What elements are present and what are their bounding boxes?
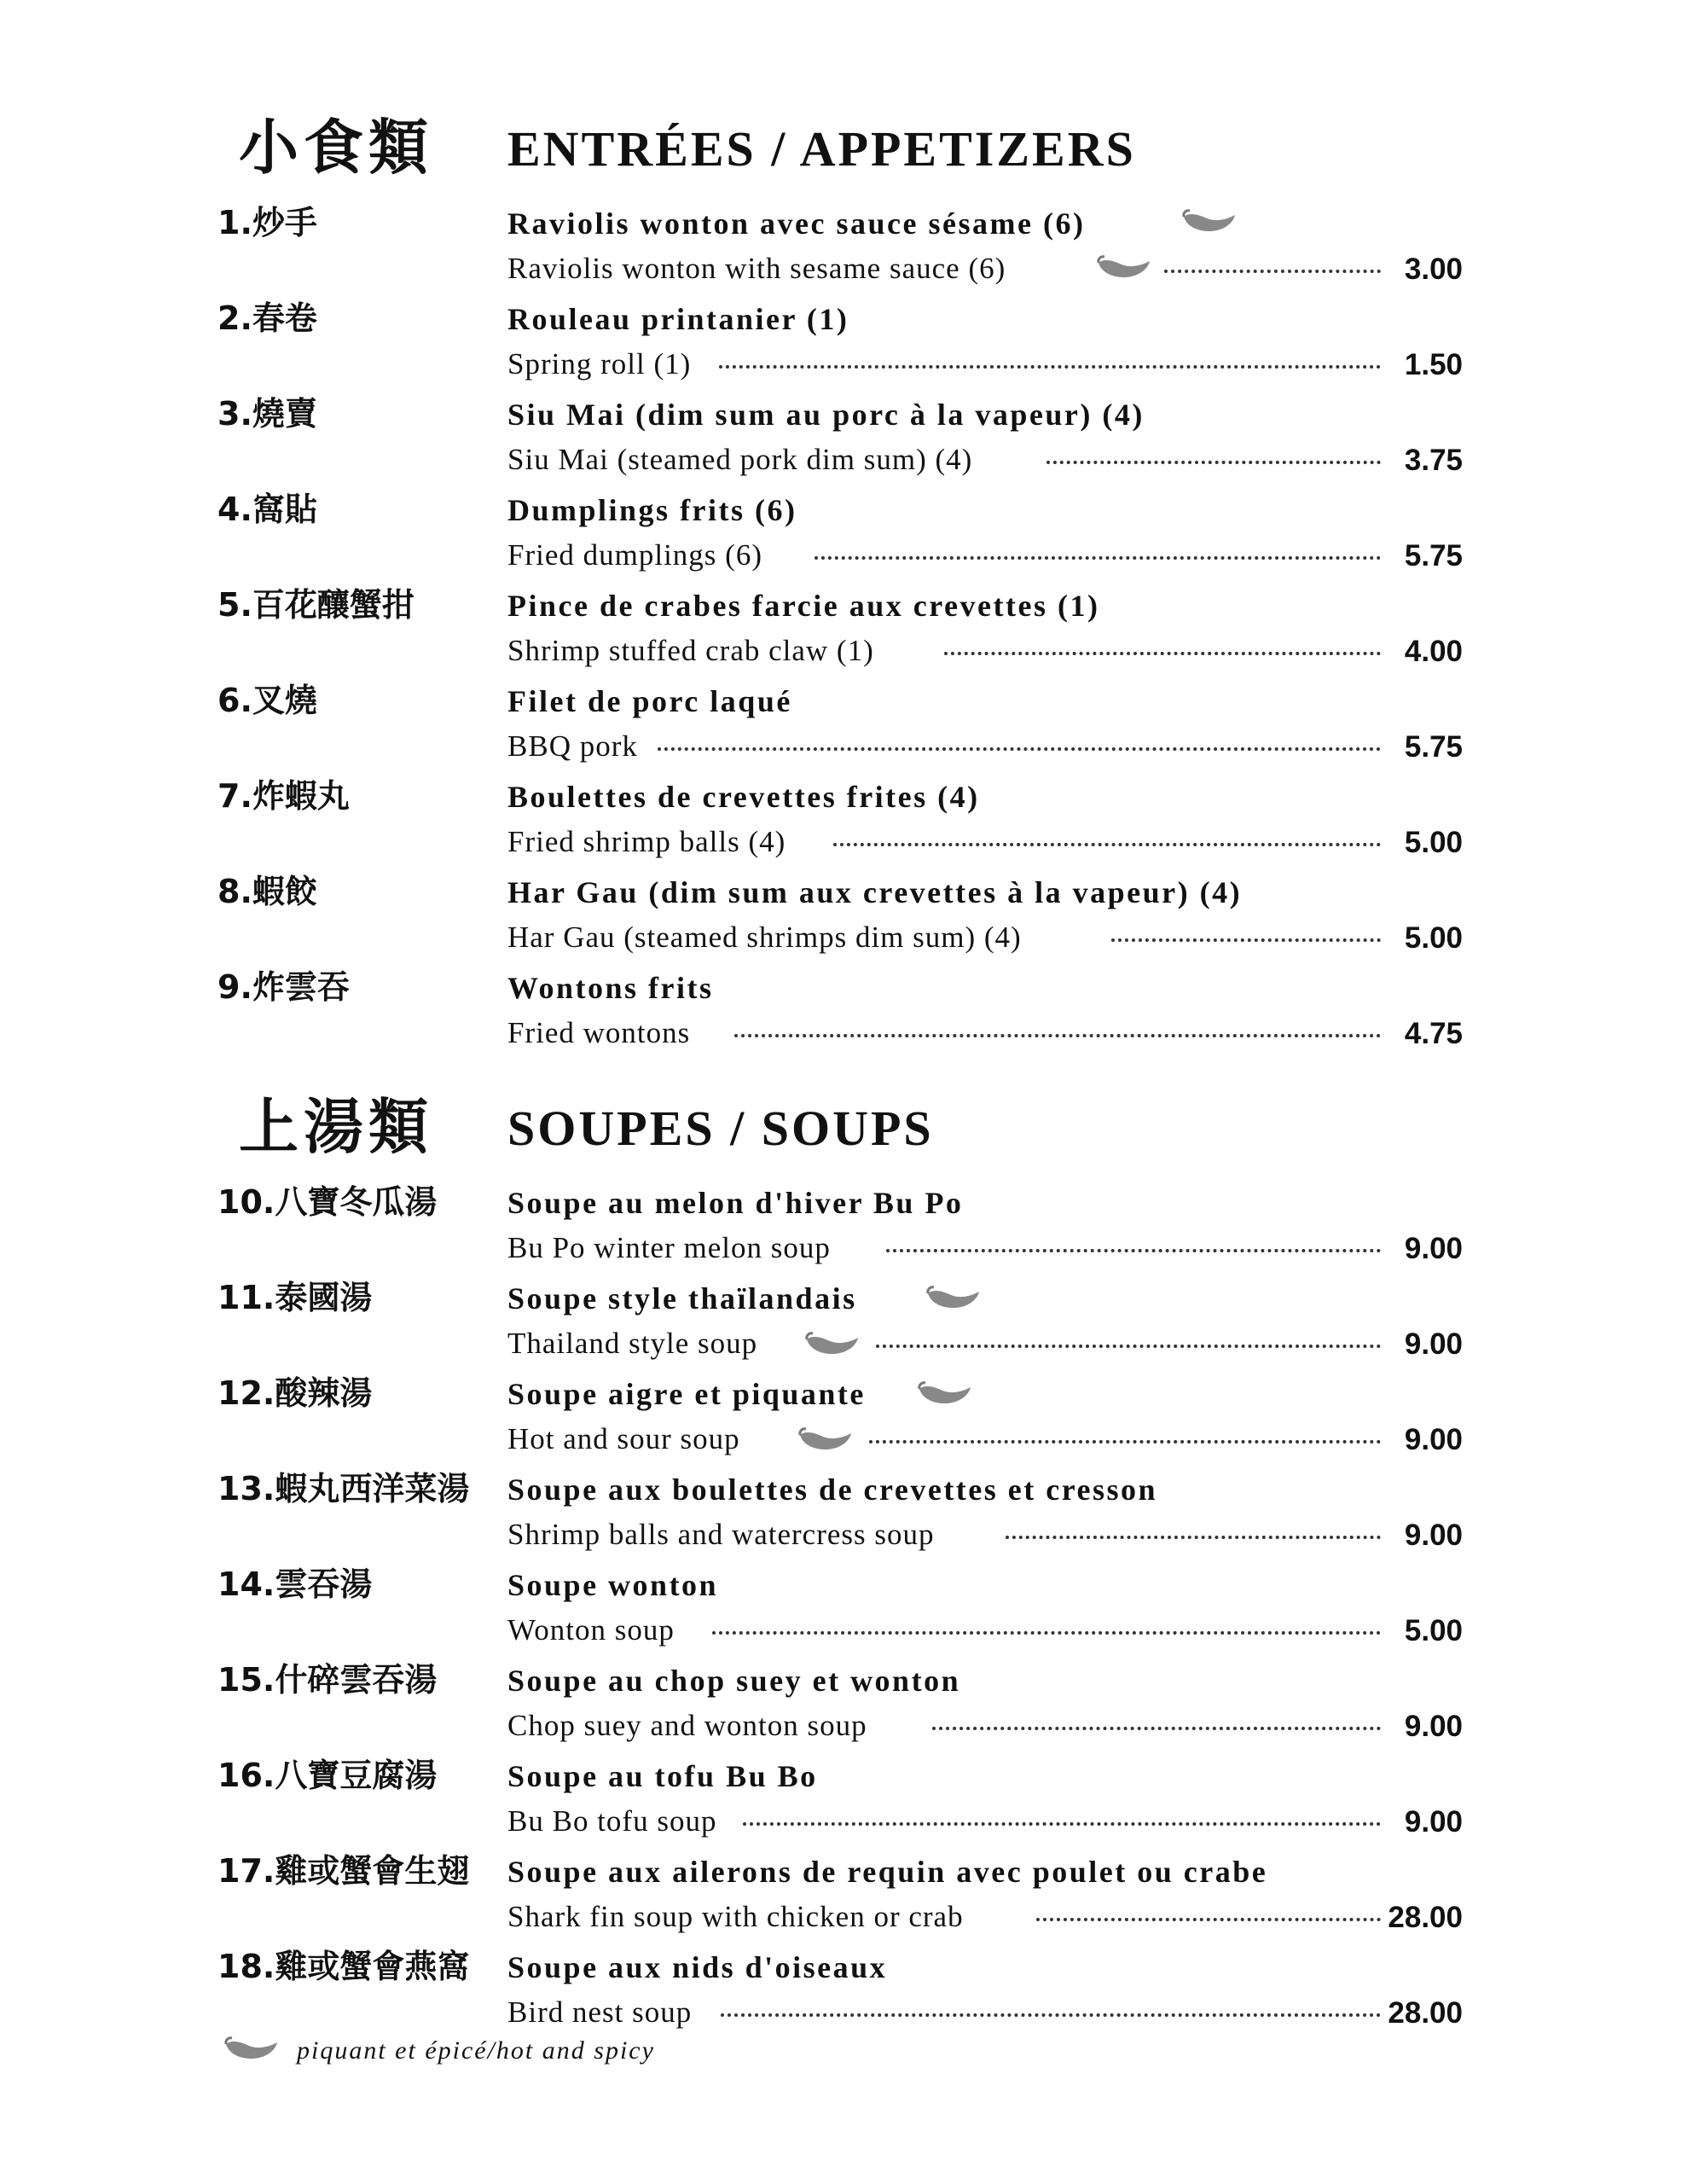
item-chinese-name: 1.炒手 <box>217 204 317 241</box>
item-english-line <box>507 1611 1463 1652</box>
item-english-name: Shrimp balls and watercress soup <box>507 1518 935 1551</box>
menu-item <box>217 1181 1463 1276</box>
dot-leader <box>1111 938 1381 942</box>
menu-item <box>217 201 1463 297</box>
item-french-name: Pince de crabes farcie aux crevettes (1) <box>507 589 1100 623</box>
item-english-name: Chop suey and wonton soup <box>507 1709 867 1742</box>
item-french-name: Soupe style thaïlandais <box>507 1281 857 1316</box>
dot-leader <box>815 556 1381 560</box>
chili-pepper-icon <box>1096 254 1152 280</box>
item-english-name: Spring roll (1) <box>507 347 692 380</box>
item-chinese-name: 14.雲吞湯 <box>217 1565 373 1603</box>
item-price: 9.00 <box>1404 1423 1463 1456</box>
item-english-line <box>507 1706 1463 1747</box>
dot-leader <box>1036 1918 1381 1921</box>
chili-pepper-icon <box>223 2036 280 2061</box>
item-french-name: Soupe au tofu Bu Bo <box>507 1759 818 1793</box>
item-chinese-name: 10.八寶冬瓜湯 <box>217 1183 438 1221</box>
item-english-line <box>507 249 1463 290</box>
item-price: 9.00 <box>1404 1327 1463 1361</box>
item-english-line <box>507 1420 1463 1461</box>
item-english-name: Raviolis wonton with sesame sauce (6) <box>507 252 1006 285</box>
item-english-line <box>507 1324 1463 1365</box>
item-english-name: Shark fin soup with chicken or crab <box>507 1900 964 1933</box>
item-chinese-name: 17.雞或蟹會生翅 <box>217 1852 470 1890</box>
item-chinese-name: 5.百花釀蟹拑 <box>217 586 415 624</box>
item-price: 3.00 <box>1404 253 1463 286</box>
chili-pepper-icon <box>925 1285 982 1310</box>
item-price: 9.00 <box>1404 1232 1463 1265</box>
item-english-line <box>507 345 1463 386</box>
item-english-line <box>507 1993 1463 2034</box>
item-french-name: Soupe au chop suey et wonton <box>507 1664 961 1698</box>
section-title: ENTRÉES / APPETIZERS <box>507 121 1136 177</box>
dot-leader <box>932 1727 1381 1730</box>
dot-leader <box>734 1034 1381 1037</box>
item-english-name: Fried wontons <box>507 1016 691 1049</box>
section-title-chinese: 小食類 <box>239 112 433 183</box>
menu-item <box>217 1467 1463 1563</box>
item-english-name: Bu Po winter melon soup <box>507 1231 831 1264</box>
item-english-name: Bird nest soup <box>507 1995 693 2029</box>
item-chinese-name: 13.蝦丸西洋菜湯 <box>217 1470 470 1507</box>
item-english-name: Fried dumplings (6) <box>507 538 762 572</box>
item-english-line <box>507 822 1463 863</box>
item-english-line <box>507 918 1463 959</box>
item-price: 28.00 <box>1388 1996 1463 2030</box>
item-price: 28.00 <box>1388 1901 1463 1934</box>
item-english-name: Shrimp stuffed crab claw (1) <box>507 634 874 667</box>
item-english-name: Fried shrimp balls (4) <box>507 825 786 858</box>
spicy-legend <box>223 2032 906 2075</box>
item-chinese-name: 11.泰國湯 <box>217 1279 373 1316</box>
dot-leader <box>719 365 1381 369</box>
item-english-name: BBQ pork <box>507 729 638 763</box>
item-english-line <box>507 536 1463 577</box>
dot-leader <box>869 1440 1381 1443</box>
item-english-line <box>507 1228 1463 1269</box>
item-english-line <box>507 440 1463 481</box>
item-english-name: Har Gau (steamed shrimps dim sum) (4) <box>507 921 1022 954</box>
item-chinese-name: 2.春卷 <box>217 299 317 337</box>
menu-item <box>217 966 1463 1061</box>
item-french-name: Rouleau printanier (1) <box>507 302 849 336</box>
menu-item <box>217 1658 1463 1754</box>
menu-item <box>217 488 1463 584</box>
item-price: 5.00 <box>1404 826 1463 859</box>
menu-item <box>217 1276 1463 1372</box>
item-english-name: Hot and sour soup <box>507 1422 740 1455</box>
item-french-name: Soupe aigre et piquante <box>507 1377 866 1411</box>
section-header-appetizers <box>239 109 1518 212</box>
item-price: 5.75 <box>1404 730 1463 764</box>
dot-leader <box>658 747 1381 751</box>
dot-leader <box>1164 270 1381 273</box>
item-french-name: Wontons frits <box>507 971 714 1005</box>
menu-item <box>217 1945 1463 2041</box>
item-french-name: Soupe au melon d'hiver Bu Po <box>507 1186 964 1220</box>
dot-leader <box>886 1249 1381 1252</box>
item-french-name: Soupe aux nids d'oiseaux <box>507 1950 888 1984</box>
item-chinese-name: 8.蝦餃 <box>217 873 317 910</box>
dot-leader <box>1006 1536 1381 1539</box>
item-price: 9.00 <box>1404 1519 1463 1552</box>
item-chinese-name: 16.八寶豆腐湯 <box>217 1757 438 1794</box>
item-french-name: Soupe aux boulettes de crevettes et cresson <box>507 1472 1158 1507</box>
menu-item <box>217 1563 1463 1658</box>
item-price: 4.75 <box>1404 1017 1463 1050</box>
item-english-line <box>507 1802 1463 1843</box>
dot-leader <box>876 1345 1381 1348</box>
item-chinese-name: 4.窩貼 <box>217 491 317 528</box>
chili-pepper-icon <box>917 1380 973 1406</box>
dot-leader <box>944 652 1381 655</box>
item-price: 5.00 <box>1404 1614 1463 1647</box>
chili-pepper-icon <box>804 1331 861 1356</box>
item-price: 4.00 <box>1404 635 1463 668</box>
item-chinese-name: 3.燒賣 <box>217 395 317 433</box>
menu-item <box>217 1754 1463 1850</box>
item-price: 9.00 <box>1404 1710 1463 1743</box>
menu-item <box>217 870 1463 966</box>
chili-pepper-icon <box>1181 208 1238 234</box>
item-english-name: Bu Bo tofu soup <box>507 1804 717 1838</box>
item-english-line <box>507 631 1463 672</box>
item-french-name: Siu Mai (dim sum au porc à la vapeur) (4) <box>507 398 1145 432</box>
item-english-line <box>507 1014 1463 1054</box>
item-french-name: Filet de porc laqué <box>507 684 792 718</box>
item-french-name: Boulettes de crevettes frites (4) <box>507 780 980 814</box>
item-english-name: Wonton soup <box>507 1613 675 1647</box>
item-french-name: Har Gau (dim sum aux crevettes à la vapeur) (4) <box>507 875 1243 909</box>
item-chinese-name: 18.雞或蟹會燕窩 <box>217 1948 470 1985</box>
item-english-line <box>507 1897 1463 1938</box>
item-chinese-name: 15.什碎雲吞湯 <box>217 1661 438 1699</box>
item-price: 5.00 <box>1404 921 1463 955</box>
menu-item <box>217 392 1463 488</box>
item-price: 3.75 <box>1404 444 1463 477</box>
item-chinese-name: 6.叉燒 <box>217 682 317 719</box>
dot-leader <box>712 1631 1381 1635</box>
menu-item <box>217 1372 1463 1467</box>
item-english-line <box>507 1515 1463 1556</box>
menu-item <box>217 297 1463 392</box>
item-price: 1.50 <box>1404 348 1463 381</box>
dot-leader <box>721 2013 1381 2017</box>
menu-item <box>217 1850 1463 1945</box>
section-title-chinese: 上湯類 <box>239 1091 433 1162</box>
item-chinese-name: 9.炸雲吞 <box>217 968 350 1006</box>
item-chinese-name: 7.炸蝦丸 <box>217 777 350 815</box>
item-french-name: Raviolis wonton avec sauce sésame (6) <box>507 206 1086 241</box>
item-english-name: Siu Mai (steamed pork dim sum) (4) <box>507 443 973 476</box>
dot-leader <box>1046 461 1381 464</box>
legend-text: piquant et épicé/hot and spicy <box>297 2036 655 2065</box>
menu-item <box>217 775 1463 870</box>
item-price: 9.00 <box>1404 1805 1463 1838</box>
item-english-name: Thailand style soup <box>507 1327 758 1360</box>
menu-item <box>217 679 1463 775</box>
item-price: 5.75 <box>1404 539 1463 572</box>
dot-leader <box>743 1822 1381 1826</box>
section-header-soups <box>239 1089 1518 1191</box>
item-french-name: Soupe wonton <box>507 1568 719 1602</box>
section-title: SOUPES / SOUPS <box>507 1101 934 1156</box>
item-english-line <box>507 727 1463 768</box>
dot-leader <box>833 843 1381 846</box>
item-french-name: Dumplings frits (6) <box>507 493 797 527</box>
item-chinese-name: 12.酸辣湯 <box>217 1374 373 1412</box>
item-french-name: Soupe aux ailerons de requin avec poulet ou crabe <box>507 1855 1268 1889</box>
menu-item <box>217 584 1463 679</box>
chili-pepper-icon <box>797 1426 854 1452</box>
